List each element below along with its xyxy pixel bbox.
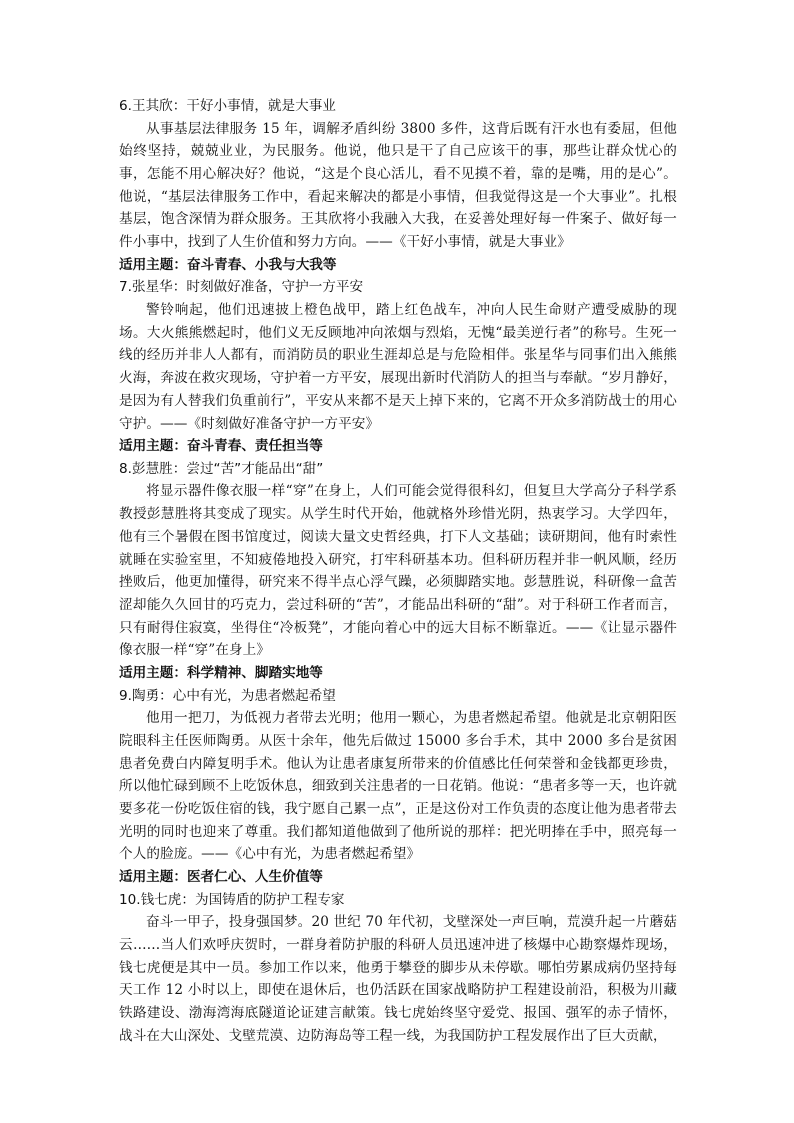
section-body: 将显示器件像衣服一样“穿”在身上，人们可能会觉得很科幻，但复旦大学高分子科学系教授彭慧胜将其变成了现实。从学生时代开始，他就格外珍惜光阴，热衷学习。大学四年，他有三个暑假在图书馆度过，阅读大量文史哲经典，打下人文基础；读研期间，他有时索性就睡在实验室里，不知疲倦地投入研究，打牢科研基本功。但科研历程并非一帆风顺，经历挫败后，他更加懂得，研究来不得半点心浮气躁，必须脚踏实地。彭慧胜说，科研像一盒苦涩却能久久回甘的巧克力，尝过科研的“苦”，才能品出科研的“甜”。对于科研工作者而言，只有耐得住寂寞，坐得住“冷板凳”，才能向着心中的远大目标不断靠近。——《让显示器件像衣服一样“穿”在身上》 [119,483,677,659]
section-theme: 适用主题：奋斗青春、责任担当等 [119,438,323,455]
section-9 [119,685,677,889]
section-body: 他用一把刀，为低视力者带去光明；他用一颗心，为患者燃起希望。他就是北京朝阳医院眼科主任医师陶勇。从医十余年，他先后做过 15000 多台手术，其中 2000 多台是贫困患者免费白内障复明手术。他认为让患者康复所带来的价值感比任何荣誉和金钱都更珍贵，所以他忙碌到顾不上吃饭休息，细致到关注患者的一日花销。他说：“患者多等一天，也许就要多花一份吃饭住宿的钱，我宁愿自己累一点”，正是这份对工作负责的态度让他为患者带去光明的同时也迎来了尊重。我们都知道他做到了他所说的那样：把光明捧在手中，照亮每一个人的脸庞。——《心中有光，为患者燃起希望》 [119,710,677,863]
section-heading: 9.陶勇：心中有光，为患者燃起希望 [119,687,336,704]
section-8 [119,458,677,685]
section-heading: 6.王其欣：干好小事情，就是大事业 [119,98,336,114]
section-theme: 适用主题：科学精神、脚踏实地等 [119,665,323,682]
section-body: 警铃响起，他们迅速披上橙色战甲，踏上红色战车，冲向人民生命财产遭受威胁的现场。大火熊熊燃起时，他们义无反顾地冲向浓烟与烈焰，无愧“最美逆行者”的称号。生死一线的经历并非人人都有，而消防员的职业生涯却总是与危险相伴。张星华与同事们出入熊熊火海，奔波在救灾现场，守护着一方平安，展现出新时代消防人的担当与奉献。“岁月静好，是因为有人替我们负重前行”，平安从来都不是天上掉下来的，它离不开众多消防战士的用心守护。——《时刻做好准备守护一方平安》 [119,302,677,432]
document-page [119,95,677,1048]
section-10 [119,889,677,1048]
section-theme: 适用主题：医者仁心、人生价值等 [119,869,323,886]
section-7 [119,276,677,457]
section-heading: 8.彭慧胜：尝过“苦”才能品出“甜” [119,460,324,477]
section-theme: 适用主题：奋斗青春、小我与大我等 [119,256,337,273]
section-heading: 7.张星华：时刻做好准备，守护一方平安 [119,279,364,296]
section-heading: 10.钱七虎：为国铸盾的防护工程专家 [119,891,345,908]
section-body: 奋斗一甲子，投身强国梦。20 世纪 70 年代初，戈壁深处一声巨响，荒漠升起一片蘑菇云……当人们欢呼庆贺时，一群身着防护服的科研人员迅速冲进了核爆中心勘察爆炸现场，钱七虎便是其中一员。参加工作以来，他勇于攀登的脚步从未停歇。哪怕劳累成病仍坚持每天工作 12 小时以上，即使在退休后，也仍活跃在国家战略防护工程建设前沿，积极为川藏铁路建设、渤海湾海底隧道论证建言献策。钱七虎始终坚守爱党、报国、强军的赤子情怀，战斗在大山深处、戈壁荒漠、边防海岛等工程一线，为我国防护工程发展作出了巨大贡献， [119,914,677,1044]
section-6 [119,95,677,276]
section-body: 从事基层法律服务 15 年，调解矛盾纠纷 3800 多件，这背后既有汗水也有委屈，但他始终坚持，兢兢业业，为民服务。他说，他只是干了自己应该干的事，那些让群众忧心的事，怎能不用心解决好？他说，“这是个良心活儿，看不见摸不着，靠的是嘴，用的是心”。他说，“基层法律服务工作中，看起来解决的都是小事情，但我觉得这是一个大事业”。扎根基层，饱含深情为群众服务。王其欣将小我融入大我，在妥善处理好每一件案子、做好每一件小事中，找到了人生价值和努力方向。——《干好小事情，就是大事业》 [119,120,677,251]
